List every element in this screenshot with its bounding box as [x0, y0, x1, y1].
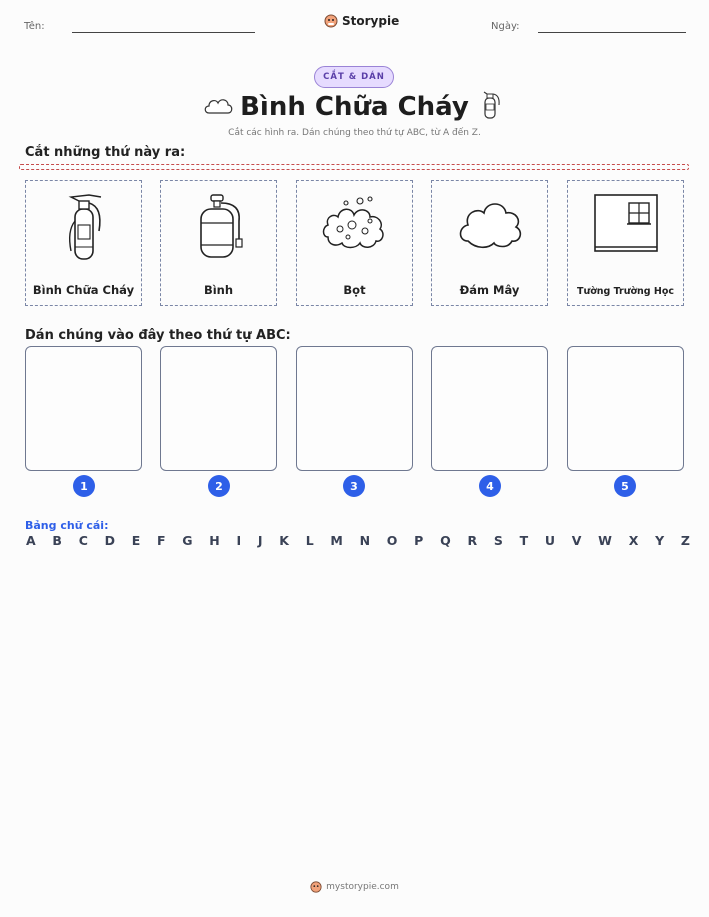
alphabet-letter: H — [209, 533, 220, 548]
alphabet-letter: Y — [655, 533, 665, 548]
paste-box[interactable] — [567, 346, 684, 471]
card-label: Đám Mây — [459, 283, 520, 297]
gas-cylinder-icon — [191, 191, 247, 263]
page-subtitle: Cắt các hình ra. Dán chúng theo thứ tự ABC, từ A đến Z. — [228, 128, 481, 138]
cutout-card[interactable] — [296, 180, 413, 306]
card-label: Tường Trường Học — [576, 286, 675, 297]
alphabet-letter: J — [257, 533, 263, 548]
brand-logo — [324, 14, 399, 28]
alphabet-letter: B — [52, 533, 62, 548]
paste-box[interactable] — [25, 346, 142, 471]
alphabet-row — [26, 533, 690, 548]
alphabet-letter: T — [519, 533, 529, 548]
card-label: Bình Chữa Cháy — [32, 283, 135, 297]
alphabet-letter: A — [26, 533, 36, 548]
date-line[interactable] — [538, 32, 686, 33]
footer-url[interactable]: mystorypie.com — [326, 882, 399, 892]
alphabet-letter: C — [78, 533, 88, 548]
alphabet-letter: Q — [440, 533, 451, 548]
footer — [0, 881, 709, 893]
paste-number-badge: 4 — [479, 475, 501, 497]
paste-box[interactable] — [431, 346, 548, 471]
card-label: Bọt — [343, 283, 366, 297]
alphabet-letter: V — [571, 533, 582, 548]
fire-extinguisher-icon — [59, 191, 109, 263]
cloud-icon — [454, 191, 526, 255]
cut-section-heading: Cắt những thứ này ra: — [25, 145, 186, 160]
alphabet-letter: S — [493, 533, 503, 548]
paste-number-badge: 5 — [614, 475, 636, 497]
paste-number-badge: 3 — [343, 475, 365, 497]
alphabet-letter: I — [236, 533, 242, 548]
alphabet-letter: W — [598, 533, 612, 548]
cutout-card[interactable] — [431, 180, 548, 306]
school-wall-icon — [591, 191, 661, 255]
alphabet-heading: Bảng chữ cái: — [25, 519, 109, 532]
cutout-card[interactable] — [567, 180, 684, 306]
brand-name: Storypie — [342, 14, 400, 28]
paste-number-badge: 1 — [73, 475, 95, 497]
storypie-mascot-icon — [324, 14, 338, 28]
alphabet-letter: D — [104, 533, 115, 548]
storypie-mascot-icon — [310, 881, 322, 893]
alphabet-letter: L — [305, 533, 314, 548]
card-label: Bình — [203, 283, 234, 297]
paste-number-badge: 2 — [208, 475, 230, 497]
cutout-card[interactable] — [160, 180, 277, 306]
activity-badge: CẮT & DÁN — [314, 66, 394, 88]
date-label: Ngày: — [491, 21, 520, 32]
paste-box[interactable] — [296, 346, 413, 471]
paste-box[interactable] — [160, 346, 277, 471]
foam-icon — [320, 191, 390, 257]
alphabet-letter: O — [386, 533, 398, 548]
alphabet-letter: X — [628, 533, 639, 548]
alphabet-letter: U — [544, 533, 555, 548]
alphabet-letter: P — [414, 533, 424, 548]
alphabet-letter: E — [131, 533, 141, 548]
alphabet-letter: R — [467, 533, 478, 548]
name-line[interactable] — [72, 32, 255, 33]
alphabet-letter: M — [330, 533, 343, 548]
alphabet-letter: Z — [680, 533, 690, 548]
alphabet-letter: K — [279, 533, 289, 548]
extinguisher-decoration-icon — [478, 89, 504, 121]
alphabet-letter: N — [359, 533, 371, 548]
cutout-card[interactable] — [25, 180, 142, 306]
page-title: Bình Chữa Cháy — [240, 92, 469, 122]
cut-line — [19, 164, 689, 170]
alphabet-letter: G — [182, 533, 193, 548]
name-label: Tên: — [24, 21, 45, 32]
paste-section-heading: Dán chúng vào đây theo thứ tự ABC: — [25, 328, 291, 343]
alphabet-letter: F — [157, 533, 166, 548]
